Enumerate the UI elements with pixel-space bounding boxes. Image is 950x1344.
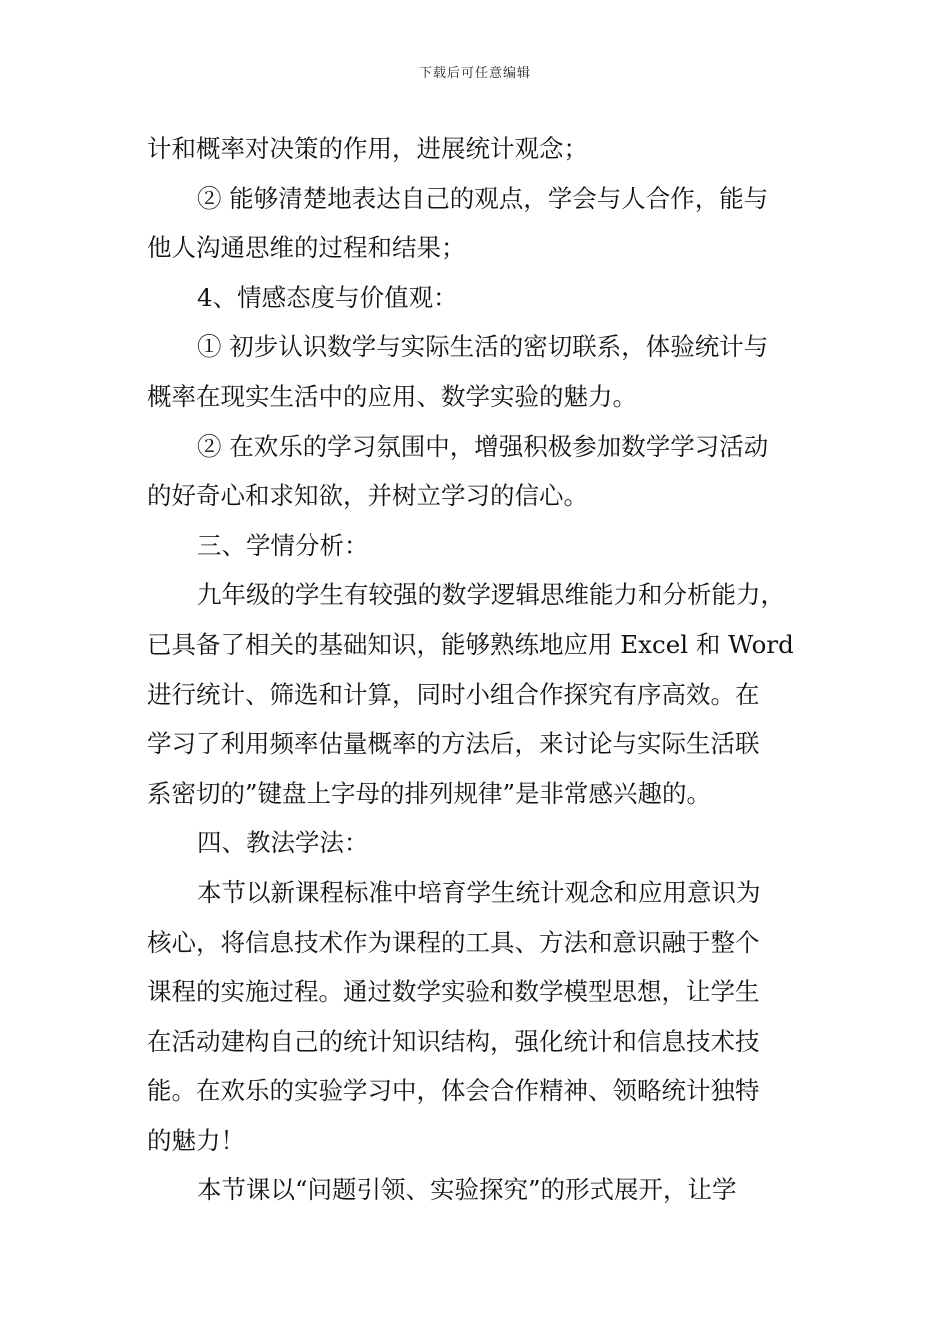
text-line: 已具备了相关的基础知识，能够熟练地应用 Excel 和 Word [147, 629, 794, 659]
text-line: ② 能够清楚地表达自己的观点，学会与人合作，能与 [197, 183, 769, 213]
text-line: 在活动建构自己的统计知识结构，强化统计和信息技术技 [147, 1026, 760, 1056]
text-line: 本节以新课程标准中培育学生统计观念和应用意识为 [197, 877, 761, 907]
text-line: 的好奇心和求知欲，并树立学习的信心。 [147, 481, 588, 511]
text-line: 进行统计、筛选和计算，同时小组合作探究有序高效。在 [147, 679, 760, 709]
text-line: 能。在欢乐的实验学习中，体会合作精神、领略统计独特 [147, 1076, 760, 1106]
text-line: 概率在现实生活中的应用、数学实验的魅力。 [147, 381, 637, 411]
text-line: 他人沟通思维的过程和结果； [147, 233, 466, 263]
page-header: 下载后可任意编辑 [418, 66, 531, 81]
text-line: 核心，将信息技术作为课程的工具、方法和意识融于整个 [147, 927, 760, 957]
text-line: 四、教法学法： [197, 828, 369, 858]
text-line: 计和概率对决策的作用，进展统计观念； [147, 134, 588, 163]
text-line: 课程的实施过程。通过数学实验和数学模型思想，让学生 [147, 977, 760, 1007]
text-line: 学习了利用频率估量概率的方法后，来讨论与实际生活联 [147, 729, 760, 759]
text-line: 三、学情分析： [197, 530, 369, 560]
text-line: ① 初步认识数学与实际生活的密切联系，体验统计与 [197, 332, 769, 362]
text-line: 4、情感态度与价值观： [197, 282, 458, 312]
text-line: 九年级的学生有较强的数学逻辑思维能力和分析能力， [197, 580, 785, 610]
text-line: 系密切的”键盘上字母的排列规律”是非常感兴趣的。 [147, 778, 712, 808]
text-line: 本节课以“问题引领、实验探究”的形式展开，让学 [197, 1175, 737, 1205]
text-line: ② 在欢乐的学习氛围中，增强积极参加数学学习活动 [197, 431, 769, 461]
document-body [147, 124, 813, 1215]
text-line: 的魅力！ [147, 1125, 245, 1155]
